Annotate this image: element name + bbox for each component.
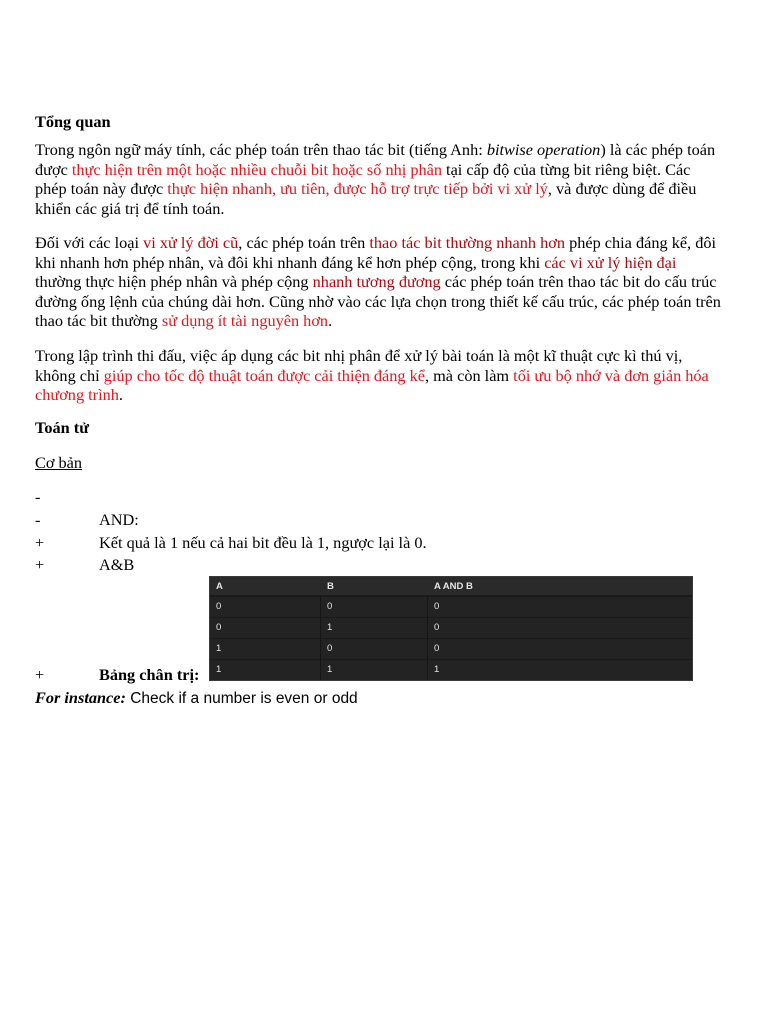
text-run: , các phép toán trên — [238, 233, 370, 252]
text-run: ) là các phép toán được — [35, 140, 716, 179]
overview-paragraph-2 — [35, 233, 725, 331]
text-run: Trong lập trình thi đấu, việc áp dụng các bit nhị phân để xử lý bài toán là một kĩ thuật cực kì thú vị, không chỉ — [35, 346, 683, 385]
truth-table-header-row — [210, 577, 692, 596]
highlighted-text: các vi xử lý hiện đại — [544, 252, 677, 272]
plus-marker: + — [35, 533, 45, 552]
overview-paragraph-3 — [35, 346, 725, 405]
highlighted-text: thực hiện nhanh, ưu tiên, được hỗ trợ trực tiếp bởi vi xử lý — [167, 179, 548, 198]
table-row — [210, 596, 692, 617]
table-cell: 1 — [434, 664, 440, 675]
operators-heading: Toán tử — [35, 418, 89, 437]
list-item — [35, 487, 725, 507]
table-cell: 0 — [434, 601, 440, 612]
table-cell: 0 — [434, 622, 440, 633]
overview-heading: Tổng quan — [35, 112, 111, 131]
highlighted-text: nhanh tương đương — [312, 272, 441, 291]
truth-table-label: Bảng chân trị: — [99, 665, 200, 684]
table-cell: 1 — [216, 664, 222, 675]
and-syntax: A&B — [99, 555, 135, 574]
truth-table-image — [209, 576, 693, 681]
highlighted-text: thực hiện trên một hoặc nhiều chuỗi bit hoặc số nhị phân — [71, 159, 442, 179]
table-cell: 0 — [216, 601, 222, 612]
italic-term: bitwise operation — [486, 140, 601, 159]
table-cell: 1 — [216, 643, 222, 654]
text-run: , mà còn làm — [425, 365, 514, 385]
overview-paragraph-1 — [35, 140, 725, 218]
highlighted-text: vi xử lý đời cũ — [143, 233, 239, 252]
instance-line — [35, 688, 358, 709]
text-run: Trong ngôn ngữ máy tính, các phép toán trên thao tác bit (tiếng Anh: — [35, 140, 487, 159]
table-row — [210, 617, 692, 638]
plus-marker: + — [35, 555, 45, 574]
basic-subheading: Cơ bản — [35, 453, 83, 472]
header-a: A — [216, 581, 223, 592]
table-row — [210, 659, 692, 680]
instance-label: For instance: — [35, 688, 126, 707]
text-run: tại cấp độ của từng bit riêng biệt. Các phép toán này được — [35, 159, 691, 198]
table-row — [210, 638, 692, 659]
table-cell: 0 — [216, 622, 222, 633]
table-cell: 1 — [327, 622, 333, 633]
highlighted-text: sử dụng ít tài nguyên hơn — [161, 311, 329, 330]
header-a-and-b: A AND B — [434, 581, 473, 592]
dash-marker: - — [35, 510, 41, 529]
highlighted-text: tối ưu bộ nhớ và đơn giản hóa chương trình — [35, 365, 709, 404]
and-label: AND: — [99, 510, 139, 529]
instance-text: Check if a number is even or odd — [125, 690, 358, 707]
dash-marker: - — [35, 487, 41, 506]
text-run: các phép toán trên thao tác bit do cấu trúc đường ống lệnh của chúng dài hơn. Cũng nhờ vào các lựa chọn trong thiết kế cấu trúc, các phép toán trên thao tác bit thường — [35, 272, 721, 330]
highlighted-text: giúp cho tốc độ thuật toán được cải thiện đáng kể — [103, 365, 425, 385]
header-b: B — [327, 581, 334, 592]
table-cell: 0 — [327, 601, 333, 612]
plus-marker: + — [35, 665, 45, 684]
list-item-and-syntax — [35, 555, 725, 575]
table-cell: 0 — [327, 643, 333, 654]
and-description: Kết quả là 1 nếu cả hai bit đều là 1, ngược lại là 0. — [99, 533, 427, 552]
text-run: . — [118, 385, 123, 404]
text-run: Đối với các loại — [35, 233, 144, 252]
text-run: . — [328, 311, 333, 330]
text-run: , và được dùng để điều khiển các giá trị để tính toán. — [35, 179, 697, 218]
text-run: thường thực hiện phép nhân và phép cộng — [35, 272, 313, 291]
table-cell: 0 — [434, 643, 440, 654]
text-run: phép chia đáng kể, đôi khi nhanh hơn phép nhân, và đôi khi nhanh đáng kể hơn phép cộng, trong khi — [35, 233, 717, 272]
highlighted-text: thao tác bit thường nhanh hơn — [369, 233, 565, 252]
list-item-and-description — [35, 533, 725, 553]
list-item-and — [35, 510, 725, 530]
table-cell: 1 — [327, 664, 333, 675]
